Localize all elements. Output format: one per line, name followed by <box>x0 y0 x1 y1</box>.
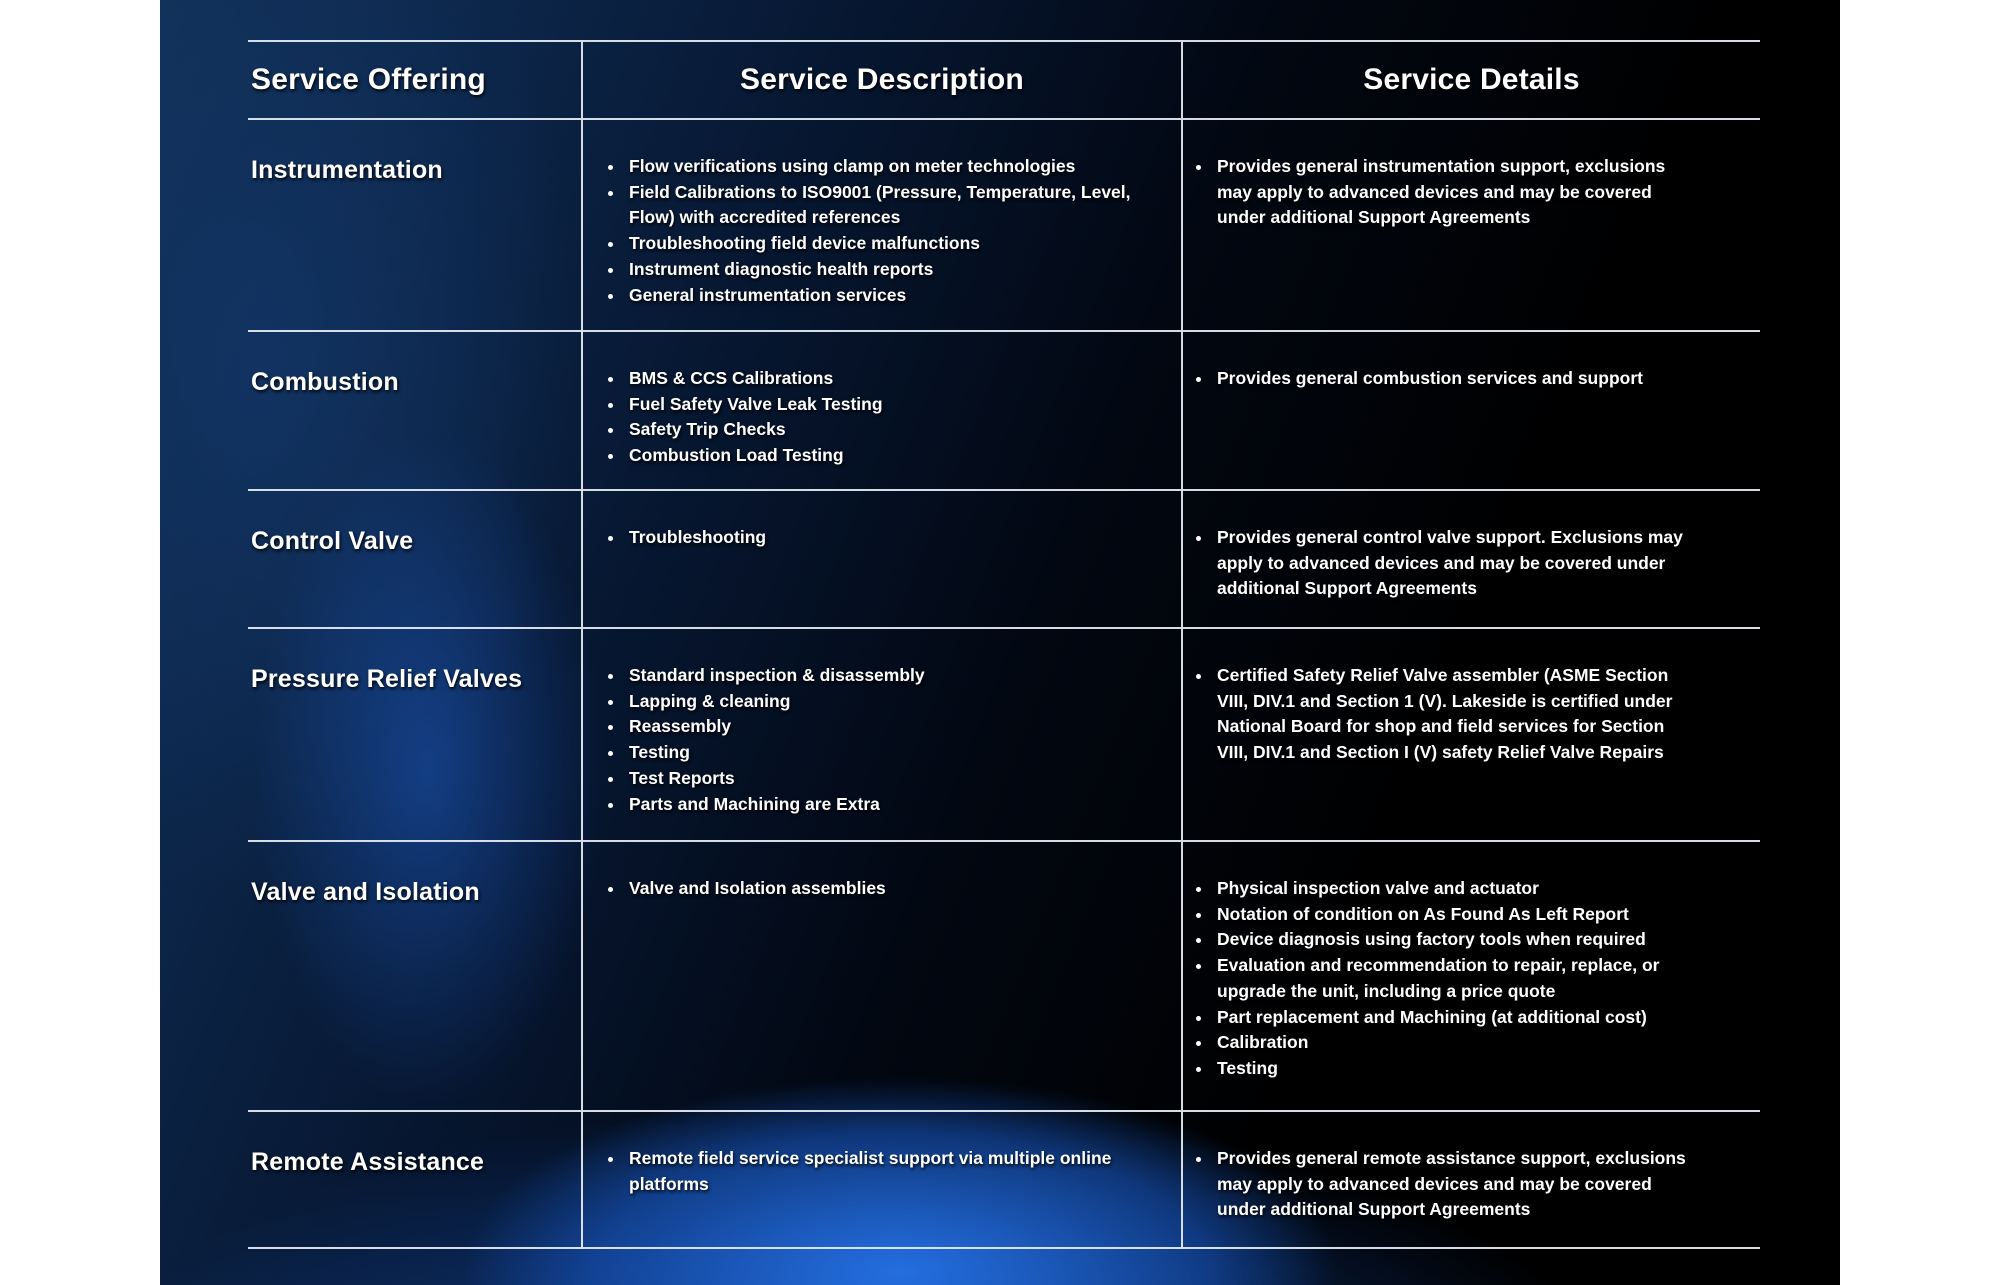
services-table <box>248 40 1760 1249</box>
service-description-cell <box>581 1112 1181 1247</box>
bullet-item: • Lapping & cleaning <box>625 689 1155 715</box>
service-description-cell <box>581 120 1181 330</box>
bullet-item: • Safety Trip Checks <box>625 417 1155 443</box>
service-details-cell <box>1181 1112 1760 1247</box>
details-list <box>1183 842 1760 1082</box>
bullet-item: • Test Reports <box>625 766 1155 792</box>
bullet-item: • Field Calibrations to ISO9001 (Pressure, Temperature, Level, Flow) with accredited references <box>625 180 1155 231</box>
bullet-item: • Provides general remote assistance support, exclusions may apply to advanced devices and may be covered under additional Support Agreements <box>1213 1146 1694 1223</box>
offering-title: Remote Assistance <box>251 1148 485 1176</box>
bullet-item: • Provides general combustion services and support <box>1213 366 1694 392</box>
offering-title: Control Valve <box>251 527 414 555</box>
description-list <box>583 491 1181 551</box>
bullet-item: • Troubleshooting <box>625 525 1155 551</box>
bullet-item: • Testing <box>1213 1056 1694 1082</box>
table-row-control-valve <box>248 491 1760 629</box>
bullet-item: • Reassembly <box>625 714 1155 740</box>
bullet-item: • Provides general instrumentation support, exclusions may apply to advanced devices and may be covered under additional Support Agreements <box>1213 154 1694 231</box>
service-details-cell <box>1181 120 1760 330</box>
service-details-cell <box>1181 491 1760 627</box>
service-description-cell <box>581 332 1181 489</box>
offering-title: Pressure Relief Valves <box>251 665 523 693</box>
details-list <box>1183 629 1760 766</box>
table-row-pressure-relief-valves <box>248 629 1760 842</box>
service-description-cell <box>581 629 1181 840</box>
bullet-item: • Device diagnosis using factory tools when required <box>1213 927 1694 953</box>
bullet-item: • Part replacement and Machining (at additional cost) <box>1213 1005 1694 1031</box>
bullet-item: • Evaluation and recommendation to repair, replace, or upgrade the unit, including a price quote <box>1213 953 1694 1004</box>
bullet-item: • Troubleshooting field device malfunctions <box>625 231 1155 257</box>
bullet-item: • Physical inspection valve and actuator <box>1213 876 1694 902</box>
details-list <box>1183 332 1760 392</box>
header-cell-service-offering: Service Offering <box>251 63 486 96</box>
bullet-item: • Testing <box>625 740 1155 766</box>
bullet-item: • Remote field service specialist support via multiple online platforms <box>625 1146 1155 1197</box>
content-panel <box>160 0 1840 1285</box>
service-details-cell <box>1181 842 1760 1110</box>
service-details-cell <box>1181 332 1760 489</box>
bullet-item: • Combustion Load Testing <box>625 443 1155 469</box>
description-list <box>583 120 1181 308</box>
offering-title: Combustion <box>251 368 399 396</box>
header-cell-service-details: Service Details <box>1181 42 1760 118</box>
details-list <box>1183 491 1760 602</box>
description-list <box>583 629 1181 817</box>
table-row-remote-assistance <box>248 1112 1760 1249</box>
description-list <box>583 842 1181 902</box>
description-list <box>583 332 1181 469</box>
table-header-row <box>248 42 1760 120</box>
service-description-cell <box>581 842 1181 1110</box>
description-list <box>583 1112 1181 1197</box>
bullet-item: • Notation of condition on As Found As Left Report <box>1213 902 1694 928</box>
table-row-combustion <box>248 332 1760 491</box>
service-details-cell <box>1181 629 1760 840</box>
details-list <box>1183 1112 1760 1223</box>
bullet-item: • Certified Safety Relief Valve assembler (ASME Section VIII, DIV.1 and Section 1 (V). Lakeside is certified under National Board for shop and field services for Section VIII, DIV.1 and Section I (V) safety Relief Valve Repairs <box>1213 663 1694 766</box>
table-row-instrumentation <box>248 120 1760 332</box>
bullet-item: • Provides general control valve support. Exclusions may apply to advanced devices and may be covered under additional Support Agreements <box>1213 525 1694 602</box>
bullet-item: • Valve and Isolation assemblies <box>625 876 1155 902</box>
bullet-item: • Fuel Safety Valve Leak Testing <box>625 392 1155 418</box>
service-description-cell <box>581 491 1181 627</box>
bullet-item: • Parts and Machining are Extra <box>625 792 1155 818</box>
bullet-item: • Flow verifications using clamp on meter technologies <box>625 154 1155 180</box>
bullet-item: • Standard inspection & disassembly <box>625 663 1155 689</box>
table-row-valve-and-isolation <box>248 842 1760 1112</box>
bullet-item: • Calibration <box>1213 1030 1694 1056</box>
bullet-item: • BMS & CCS Calibrations <box>625 366 1155 392</box>
bullet-item: • General instrumentation services <box>625 283 1155 309</box>
header-cell-service-description: Service Description <box>581 42 1181 118</box>
bullet-item: • Instrument diagnostic health reports <box>625 257 1155 283</box>
offering-title: Instrumentation <box>251 156 443 184</box>
offering-title: Valve and Isolation <box>251 878 480 906</box>
details-list <box>1183 120 1760 231</box>
